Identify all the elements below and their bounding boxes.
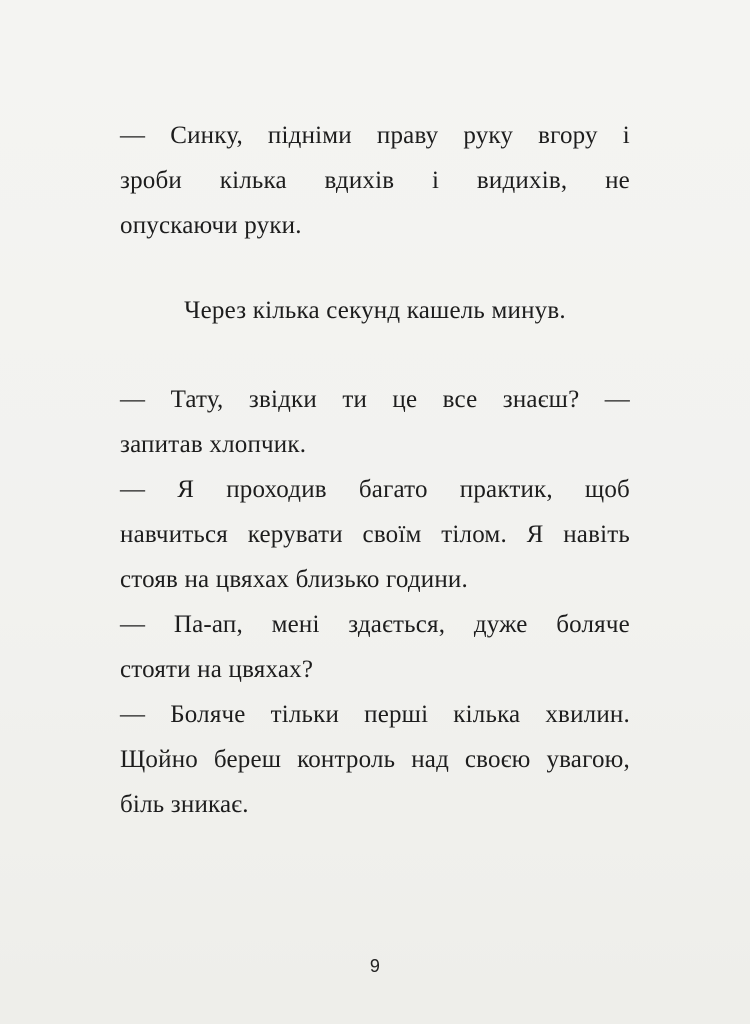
word: вгору xyxy=(538,122,598,149)
text-line: біль зникає. xyxy=(120,791,249,818)
word: — xyxy=(120,701,146,728)
page-number: 9 xyxy=(369,956,381,976)
word: навчиться xyxy=(120,521,229,548)
word: праву xyxy=(376,122,439,149)
word: Я xyxy=(177,476,195,503)
word: Па-ап, xyxy=(173,611,243,638)
text-line xyxy=(120,467,630,512)
word: здається, xyxy=(348,611,446,638)
word: увагою, xyxy=(546,746,630,773)
word: своїм xyxy=(362,521,422,548)
word: Я xyxy=(526,521,544,548)
text-line xyxy=(120,737,630,782)
word: хвилин. xyxy=(545,701,630,728)
word: щоб xyxy=(584,476,630,503)
dialogue-paragraph-1 xyxy=(120,113,630,248)
word: кілька xyxy=(219,167,287,194)
word: контроль xyxy=(297,746,396,773)
text-line xyxy=(120,377,630,422)
word: своєю xyxy=(464,746,531,773)
word: береш xyxy=(213,746,282,773)
word: кілька xyxy=(453,701,521,728)
word: Боляче xyxy=(170,701,246,728)
word: перші xyxy=(364,701,429,728)
text-line xyxy=(120,158,630,203)
word: практик, xyxy=(459,476,553,503)
word: видихів, xyxy=(476,167,568,194)
text-line: Через кілька секунд кашель минув. xyxy=(184,297,566,324)
word: — xyxy=(120,122,146,149)
word: тілом. xyxy=(441,521,507,548)
word: не xyxy=(605,167,630,194)
word: керувати xyxy=(247,521,343,548)
text-line xyxy=(120,512,630,557)
word: і xyxy=(622,122,630,149)
text-line: стояти на цвяхах? xyxy=(120,656,314,683)
word: Синку, xyxy=(170,122,243,149)
text-line xyxy=(120,602,630,647)
narration-paragraph xyxy=(120,288,630,333)
text-line: стояв на цвяхах близько години. xyxy=(120,566,468,593)
text-line xyxy=(120,692,630,737)
word: тільки xyxy=(270,701,340,728)
paragraph-gap xyxy=(120,333,630,377)
word: — xyxy=(120,476,146,503)
word: навіть xyxy=(563,521,630,548)
dialogue-paragraph-2 xyxy=(120,377,630,827)
word: — xyxy=(120,386,146,413)
word: звідки xyxy=(248,386,317,413)
text-line: опускаючи руки. xyxy=(120,212,302,239)
word: ти xyxy=(342,386,368,413)
word: багато xyxy=(358,476,428,503)
word: і xyxy=(432,167,440,194)
word: вдихів xyxy=(324,167,395,194)
word: підніми xyxy=(267,122,352,149)
text-line: запитав хлопчик. xyxy=(120,431,307,458)
page-text xyxy=(120,113,630,827)
word: зроби xyxy=(120,167,182,194)
text-line xyxy=(120,113,630,158)
word: — xyxy=(120,611,146,638)
word: — xyxy=(604,386,630,413)
word: це xyxy=(392,386,418,413)
word: все xyxy=(442,386,478,413)
word: Тату, xyxy=(170,386,224,413)
word: Щойно xyxy=(120,746,198,773)
word: проходив xyxy=(226,476,327,503)
paragraph-gap xyxy=(120,248,630,288)
word: дуже xyxy=(473,611,528,638)
word: боляче xyxy=(556,611,630,638)
word: мені xyxy=(271,611,320,638)
word: знаєш? xyxy=(502,386,580,413)
word: руку xyxy=(463,122,514,149)
word: над xyxy=(411,746,449,773)
